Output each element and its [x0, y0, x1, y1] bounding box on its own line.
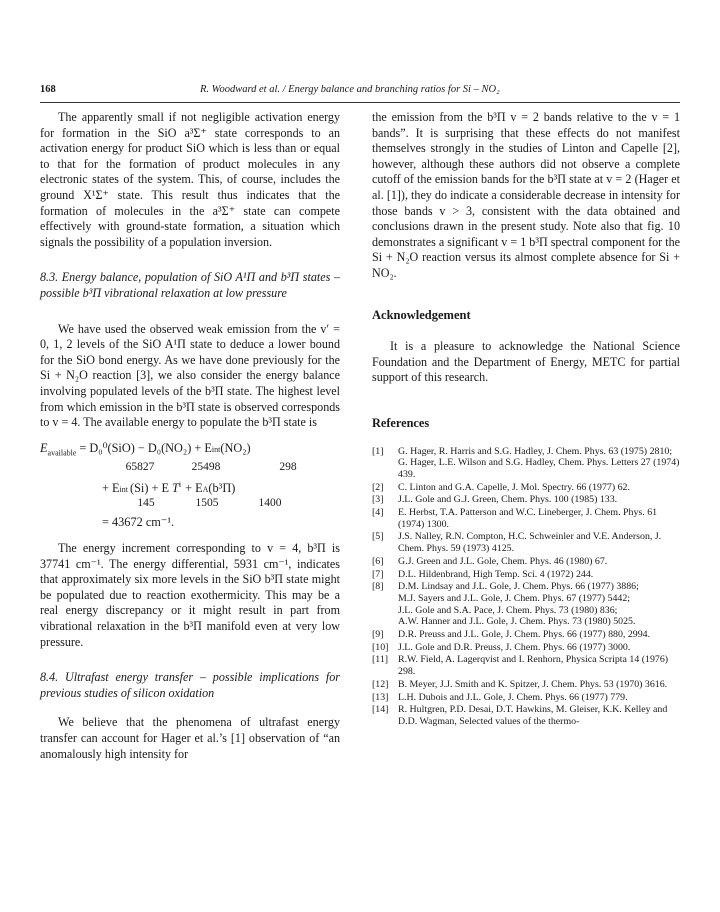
- reference-entry: [372, 494, 680, 506]
- eq-result: = 43672 cm⁻¹.: [102, 515, 175, 530]
- reference-number: [3]: [372, 494, 384, 506]
- energy-equation: [40, 441, 340, 531]
- reference-number: [9]: [372, 629, 384, 641]
- eq-text: + E: [185, 480, 203, 495]
- reference-entry: [372, 446, 680, 481]
- section-heading-8-3: 8.3. Energy balance, population of SiO A¹Π and b³Π states – possible b³Π vibrational relaxation at low pressure: [40, 270, 340, 300]
- page-number: 168: [40, 84, 56, 95]
- body-paragraph: The apparently small if not negligible activation energy for formation in the SiO a³Σ⁺ state corresponds to an activation energy for product SiO which is less than or equal to that for the formation of product molecules in any electronic states of the system. This, of course, includes the ground X¹Σ⁺ state. This result thus indicates that the formation of molecules in the a³Σ⁺ state can compete effectively with ground-state formation, a situation which signals the possibility of a population inversion.: [40, 110, 340, 249]
- eq-text: + E: [102, 480, 120, 495]
- reference-entry: [372, 556, 680, 568]
- acknowledgement-heading: Acknowledgement: [372, 307, 471, 322]
- body-paragraph: We have used the observed weak emission from the v′ = 0, 1, 2 levels of the SiO A¹Π state to deduce a lower bound for the SiO bond energy. As we have done previously for the Si + N₂O reaction [3], we also consider the energy balance involving populated levels of the b³Π state. The highest level from which emission in the b³Π state is observed corresponds to v = 4. The available energy to populate the b³Π state is: [40, 321, 340, 430]
- eq-symbol: T: [172, 480, 179, 495]
- running-head: R. Woodward et al. / Energy balance and branching ratios for Si – NO₂: [200, 84, 500, 95]
- reference-number: [7]: [372, 568, 384, 580]
- reference-text: R. Hultgren, P.D. Desai, D.T. Hawkins, M. Gleiser, K.K. Kelley and D.D. Wagman, Selected values of the thermo-: [398, 704, 668, 727]
- reference-text: D.R. Preuss and J.L. Gole, J. Chem. Phys. 66 (1977) 880, 2994.: [398, 629, 651, 641]
- reference-number: [8]: [372, 581, 384, 593]
- right-column: [372, 110, 680, 729]
- reference-entry: [372, 692, 680, 704]
- reference-entry: [372, 531, 680, 554]
- reference-list: [372, 446, 680, 728]
- eq-subscript: int: [119, 484, 128, 494]
- eq-superscript: i: [178, 479, 182, 489]
- reference-entry: [372, 704, 680, 727]
- eq-text: (NO₂): [220, 440, 251, 455]
- body-paragraph: We believe that the phenomena of ultrafast energy transfer can account for Hager et al.’s [1] observation of “an anomalously high intensity for: [40, 715, 340, 761]
- eq-value: 145: [137, 497, 155, 510]
- reference-number: [4]: [372, 507, 384, 519]
- reference-number: [6]: [372, 555, 384, 567]
- acknowledgement-text: It is a pleasure to acknowledge the National Science Foundation and the Department of Energy, METC for partial support of this research.: [372, 339, 680, 385]
- references-heading: References: [372, 415, 430, 430]
- reference-entry: [372, 482, 680, 494]
- eq-value: 25498: [191, 460, 221, 473]
- eq-subscript: available: [47, 448, 77, 458]
- body-paragraph: The energy increment corresponding to v = 4, b³Π is 37741 cm⁻¹. The energy differential, 5931 cm⁻¹, indicates that approximately six more levels in the SiO b³Π state might be populated due to reaction exothermicity. This may be a real energy discrepancy or it might result in part from vibrational relaxation in the b³Π manifold even at very low pressure.: [40, 541, 340, 649]
- reference-text: B. Meyer, J.J. Smith and K. Spitzer, J. Chem. Phys. 53 (1970) 3616.: [398, 678, 668, 690]
- eq-subscript: int: [211, 444, 221, 454]
- reference-text: E. Herbst, T.A. Patterson and W.C. Lineberger, J. Chem. Phys. 61 (1974) 1300.: [398, 507, 658, 530]
- reference-number: [13]: [372, 691, 389, 703]
- reference-entry: [372, 642, 680, 654]
- reference-number: [14]: [372, 704, 389, 716]
- reference-entry: [372, 654, 680, 677]
- reference-number: [12]: [372, 678, 389, 690]
- reference-number: [11]: [372, 654, 389, 666]
- reference-text: R.W. Field, A. Lagerqvist and I. Renhorn, Physica Scripta 14 (1976) 298.: [398, 654, 669, 678]
- reference-entry: [372, 581, 680, 628]
- reference-text: J.L. Gole and G.J. Green, Chem. Phys. 100 (1985) 133.: [398, 494, 618, 506]
- eq-value: 298: [279, 460, 297, 473]
- reference-entry: [372, 569, 680, 581]
- body-paragraph: the emission from the b³Π v = 2 bands relative to the v = 1 bands”. It is surprising that these effects do not manifest themselves strongly in the studies of Linton and Capelle [2], however, although these authors did not observe a complete cutoff of the emission bands for the b³Π state at v = 2 (Hager et al. [1]), they do indicate a considerable decrease in intensity for those bands v > 3, consistent with the data obtained and conclusions drawn in the present study. Note also that fig. 10 demonstrates a significant v = 1 b³Π spectral component for the Si + N₂O reaction versus its almost complete absence for Si + NO₂.: [372, 110, 681, 280]
- reference-text: J.S. Nalley, R.N. Compton, H.C. Schweinler and V.E. Anderson, J. Chem. Phys. 59 (1973) 4125.: [398, 531, 662, 555]
- eq-text: (Si) + E: [129, 480, 170, 495]
- reference-text: D.L. Hildenbrand, High Temp. Sci. 4 (1972) 244.: [398, 568, 594, 580]
- reference-number: [5]: [372, 531, 384, 543]
- eq-value: 1505: [195, 497, 219, 510]
- reference-number: [2]: [372, 481, 384, 493]
- reference-number: [10]: [372, 641, 389, 653]
- section-heading-8-4: 8.4. Ultrafast energy transfer – possible implications for previous studies of silicon oxidation: [40, 670, 340, 700]
- header-rule: [40, 102, 680, 103]
- eq-symbol: E: [40, 440, 48, 455]
- reference-number: [1]: [372, 445, 384, 457]
- eq-subscript: A: [202, 484, 209, 494]
- reference-text: L.H. Dubois and J.L. Gole, J. Chem. Phys. 66 (1977) 779.: [398, 691, 628, 703]
- reference-text: J.L. Gole and D.R. Preuss, J. Chem. Phys. 66 (1977) 3000.: [398, 641, 631, 653]
- reference-entry: [372, 507, 680, 530]
- eq-text: (b³Π): [208, 480, 236, 495]
- reference-text: G. Hager, R. Harris and S.G. Hadley, J. Chem. Phys. 63 (1975) 2810; G. Hager, L.E. Wilson and S.G. Hadley, Chem. Phys. Letters 27 (1974) 439.: [398, 445, 680, 480]
- reference-text: D.M. Lindsay and J.L. Gole, J. Chem. Phys. 66 (1977) 3886; M.J. Sayers and J.L. Gole, J. Chem. Phys. 67 (1977) 5442; J.L. Gole and S.A. Pace, J. Chem. Phys. 73 (1980) 836; A.W. Hanner and J.L. Gole, J. Chem. Phys. 73 (1980) 5025.: [398, 581, 639, 628]
- eq-text: = D₀⁰(SiO) − D₀(NO₂) + E: [79, 440, 212, 455]
- eq-value: 1400: [258, 497, 282, 510]
- reference-text: C. Linton and G.A. Capelle, J. Mol. Spectry. 66 (1977) 62.: [398, 481, 630, 493]
- eq-value: 65827: [125, 460, 155, 473]
- reference-entry: [372, 679, 680, 691]
- reference-text: G.J. Green and J.L. Gole, Chem. Phys. 46 (1980) 67.: [398, 555, 608, 567]
- reference-entry: [372, 629, 680, 641]
- left-column: [40, 110, 340, 762]
